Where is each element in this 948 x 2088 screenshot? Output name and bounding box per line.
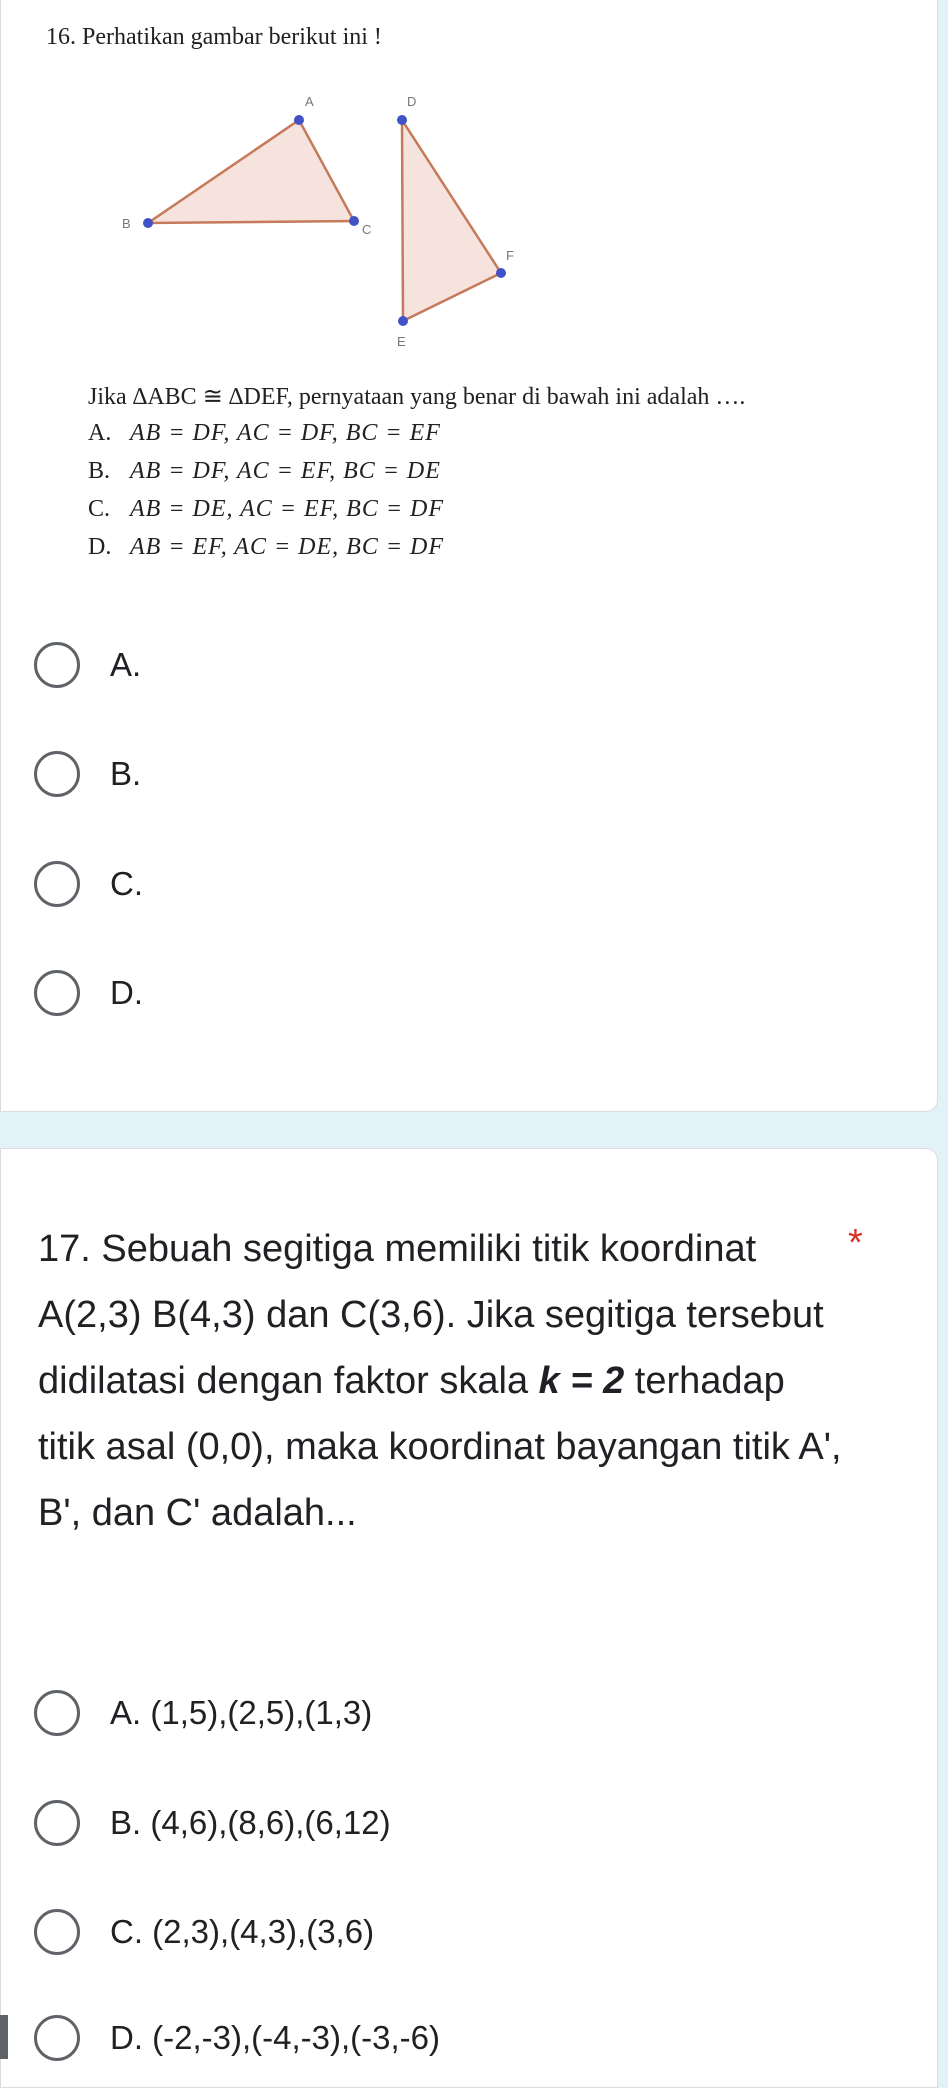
point-f — [496, 268, 506, 278]
statement-text: AB = DE, AC = EF, BC = DF — [130, 496, 445, 522]
radio-button[interactable] — [34, 1909, 80, 1955]
question-17-text-end: terhadap titik asal (0,0), maka koordinat bayangan titik A', B', dan C' adalah... — [38, 1360, 842, 1534]
label-d: D — [407, 94, 417, 109]
label-b: B — [122, 216, 131, 231]
option-label: A. (1,5),(2,5),(1,3) — [110, 1694, 373, 1731]
question-17-title — [38, 1216, 848, 1546]
q16-option-d[interactable] — [34, 964, 143, 1022]
q17-option-c[interactable] — [34, 1903, 374, 1961]
statement-text: AB = DF, AC = EF, BC = DE — [130, 458, 441, 484]
q16-option-a[interactable] — [34, 636, 141, 694]
question-17-text-start: 17. Sebuah segitiga memiliki titik koordinat A(2,3) B(4,3) dan C(3,6). Jika segitiga tersebut didilatasi dengan faktor skala — [38, 1228, 824, 1402]
required-star: * — [848, 1222, 863, 1264]
statement-b — [88, 458, 441, 485]
radio-button[interactable] — [34, 1690, 80, 1736]
statement-d — [88, 534, 444, 561]
radio-button[interactable] — [34, 2015, 80, 2061]
radio-button[interactable] — [34, 970, 80, 1016]
statement-a — [88, 420, 441, 447]
label-a: A — [305, 94, 314, 109]
statement-letter: D. — [88, 534, 112, 560]
triangle-abc — [148, 120, 354, 223]
statement-letter: C. — [88, 496, 111, 522]
radio-button[interactable] — [34, 1800, 80, 1846]
statement-letter: A. — [88, 420, 112, 446]
radio-button[interactable] — [34, 861, 80, 907]
triangle-def — [402, 120, 501, 321]
option-label: B. (4,6),(8,6),(6,12) — [110, 1804, 391, 1841]
option-label: C. (2,3),(4,3),(3,6) — [110, 1913, 375, 1950]
q16-option-c[interactable] — [34, 855, 143, 913]
statement-letter: B. — [88, 458, 111, 484]
point-a — [294, 115, 304, 125]
label-f: F — [506, 248, 514, 263]
point-e — [398, 316, 408, 326]
option-label: C. — [110, 865, 143, 902]
option-label: A. — [110, 646, 142, 683]
q17-option-b[interactable] — [34, 1794, 391, 1852]
point-d — [397, 115, 407, 125]
point-b — [143, 218, 153, 228]
option-label: D. — [110, 974, 143, 1011]
q16-option-b[interactable] — [34, 745, 141, 803]
label-c: C — [362, 222, 372, 237]
point-c — [349, 216, 359, 226]
focus-indicator — [0, 2015, 8, 2059]
option-label: D. (-2,-3),(-4,-3),(-3,-6) — [110, 2019, 440, 2056]
radio-button[interactable] — [34, 751, 80, 797]
statement-text: AB = EF, AC = DE, BC = DF — [130, 534, 445, 560]
radio-button[interactable] — [34, 642, 80, 688]
question-16-title: 16. Perhatikan gambar berikut ini ! — [46, 24, 382, 50]
option-label: B. — [110, 755, 142, 792]
statement-c — [88, 496, 444, 523]
scale-factor: k = 2 — [538, 1360, 625, 1402]
statement-text: AB = DF, AC = DF, BC = EF — [130, 420, 441, 446]
congruent-triangles-figure — [100, 86, 540, 356]
label-e: E — [397, 334, 406, 349]
q17-option-d[interactable] — [34, 2009, 440, 2067]
question-16-stem: Jika ∆ABC ≅ ∆DEF, pernyataan yang benar di bawah ini adalah …. — [88, 384, 746, 410]
q17-option-a[interactable] — [34, 1684, 372, 1742]
